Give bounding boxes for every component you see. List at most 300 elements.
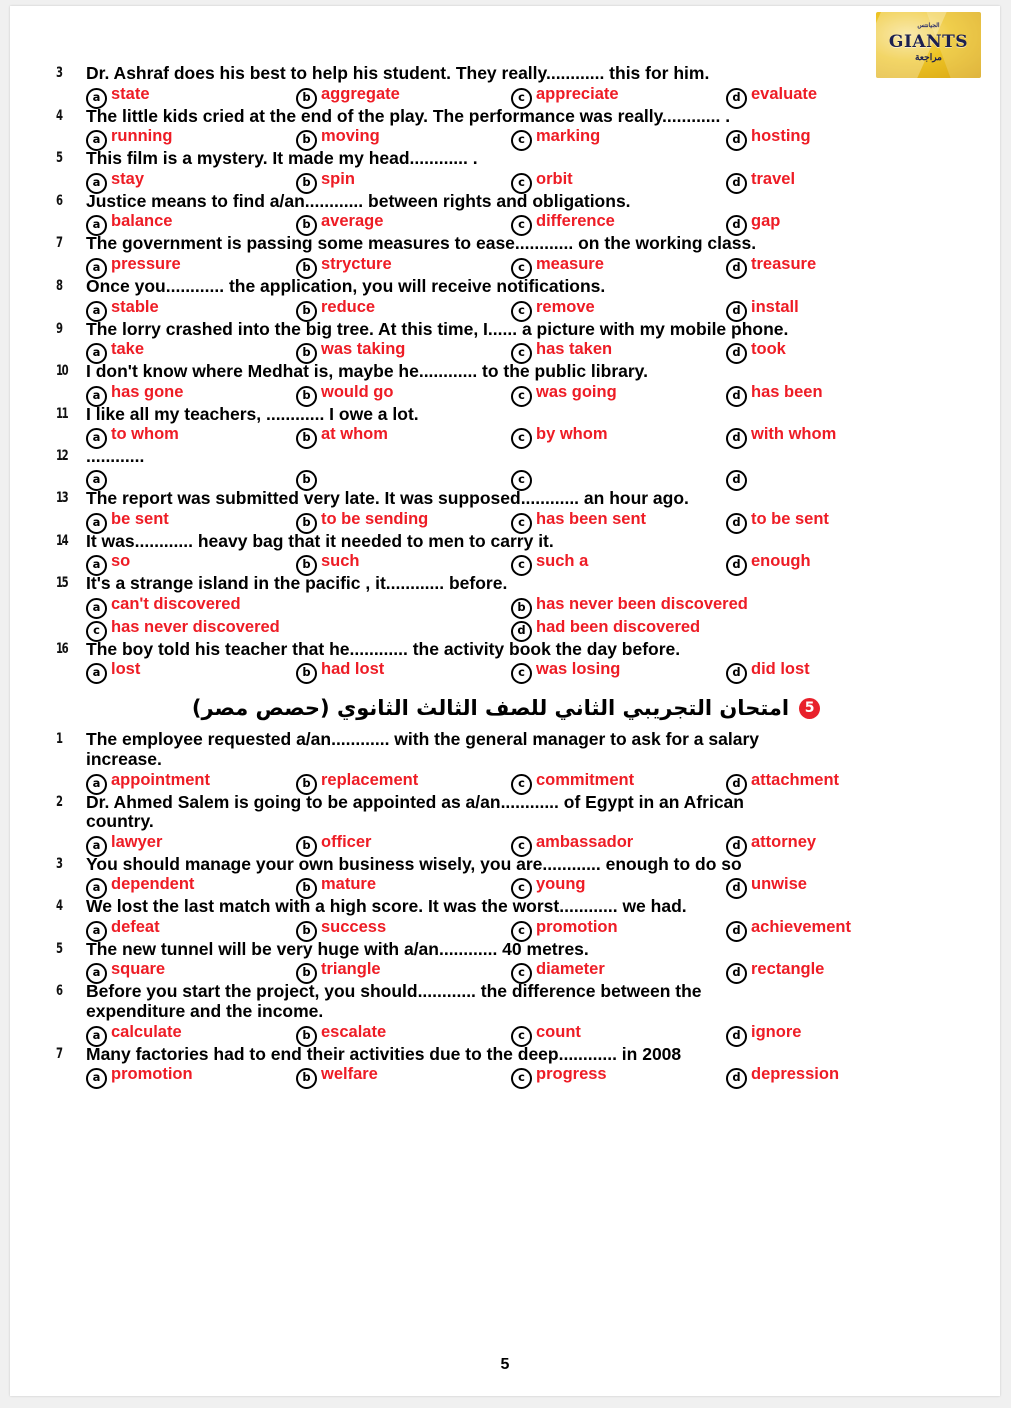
option-label: commitment [536,770,635,789]
question-line [56,362,956,382]
answer-option[interactable] [726,771,956,793]
option-label: moving [321,127,380,146]
option-marker-icon: d [726,774,747,795]
question-number: 11 [56,405,68,422]
question-line [56,489,956,509]
option-label: enough [751,552,811,571]
question-text: Justice means to find a/an............ between rights and obligations. [86,190,631,211]
question-block [56,234,956,277]
answer-option[interactable] [726,212,956,234]
option-marker-icon: d [726,513,747,534]
question-line [56,855,956,875]
option-label: orbit [536,169,573,188]
answer-option[interactable] [86,1023,296,1045]
option-row [56,771,956,793]
option-marker-icon: d [726,1068,747,1089]
option-row [56,595,956,617]
answer-option[interactable] [726,383,956,405]
option-label: attorney [751,832,817,851]
option-marker-icon: a [86,258,107,279]
option-row [56,170,956,192]
answer-option[interactable] [86,771,296,793]
answer-option[interactable] [726,340,956,362]
option-row [56,1023,956,1045]
option-label: by whom [536,425,608,444]
option-row [56,510,956,532]
question-text: Many factories had to end their activities due to the deep............ in 2008 [86,1043,682,1064]
answer-option[interactable] [296,875,511,897]
answer-option[interactable] [296,212,511,234]
answer-option[interactable] [511,425,726,447]
question-text: Dr. Ahmed Salem is going to be appointed as a/an............ of Egypt in an African [86,791,744,812]
option-label: aggregate [321,84,400,103]
answer-option[interactable] [511,127,726,149]
option-label: promotion [536,917,618,936]
option-marker-icon: a [86,428,107,449]
option-label: to be sent [751,509,829,528]
answer-option[interactable] [86,85,296,107]
answer-option[interactable] [726,468,956,489]
answer-option[interactable] [726,510,956,532]
option-label: running [111,127,173,146]
answer-option[interactable] [86,595,511,617]
answer-option[interactable] [296,127,511,149]
option-marker-icon: d [726,173,747,194]
option-marker-icon: b [296,215,317,236]
question-line [56,149,956,169]
option-marker-icon: d [726,878,747,899]
option-label: welfare [321,1065,378,1084]
exam-content [56,64,956,1087]
page-sheet [10,6,1000,1396]
question-text: I don't know where Medhat is, maybe he............ to the public library. [86,361,648,382]
option-marker-icon: a [86,878,107,899]
answer-option[interactable] [511,771,726,793]
option-label: balance [111,212,173,231]
answer-option[interactable] [511,212,726,234]
option-marker-icon: d [726,301,747,322]
option-row [56,960,956,982]
option-marker-icon: c [86,621,107,642]
question-section-one [56,64,956,682]
option-marker-icon: a [86,470,107,491]
answer-option[interactable] [511,660,726,682]
option-label: can't discovered [111,594,241,613]
question-number: 9 [56,320,62,337]
question-text: Dr. Ashraf does his best to help his student. They really............ this for him. [86,63,710,83]
question-number: 10 [56,363,68,380]
answer-option[interactable] [296,771,511,793]
answer-option[interactable] [296,85,511,107]
option-label: success [321,917,387,936]
option-row [56,552,956,574]
answer-option[interactable] [511,340,726,362]
option-marker-icon: c [511,470,532,491]
option-marker-icon: d [726,130,747,151]
answer-option[interactable] [511,1065,726,1087]
option-label: rectangle [751,960,825,979]
question-line [56,940,956,960]
answer-option[interactable] [86,255,296,277]
question-number: 5 [56,150,62,167]
option-row [56,468,956,489]
question-number: 4 [56,898,62,915]
answer-option[interactable] [511,85,726,107]
question-block [56,192,956,235]
option-marker-icon: d [726,555,747,576]
option-label: with whom [751,425,837,444]
option-label: hosting [751,127,811,146]
option-label: lawyer [111,832,163,851]
option-row [56,85,956,107]
option-marker-icon: b [296,774,317,795]
answer-option[interactable] [726,425,956,447]
option-label: had lost [321,660,385,679]
option-row [56,1065,956,1087]
answer-option[interactable] [511,510,726,532]
question-number: 16 [56,640,68,657]
question-line [56,234,956,254]
question-line [56,405,956,425]
option-label: depression [751,1065,840,1084]
option-label: has never discovered [111,617,280,636]
answer-option[interactable] [86,425,296,447]
answer-option[interactable] [726,875,956,897]
answer-option[interactable] [296,383,511,405]
option-row [56,383,956,405]
option-label: gap [751,212,781,231]
answer-option[interactable] [511,255,726,277]
option-row [56,918,956,940]
option-label: has been [751,382,823,401]
answer-option[interactable] [726,298,956,320]
question-text: We lost the last match with a high score. It was the worst............ we had. [86,896,687,917]
question-block [56,982,956,1044]
option-marker-icon: d [726,386,747,407]
option-row [56,298,956,320]
question-text: The boy told his teacher that he............ the activity book the day before. [86,638,681,659]
answer-option[interactable] [296,552,511,574]
answer-option[interactable] [296,660,511,682]
answer-option[interactable] [511,618,956,640]
option-marker-icon: a [86,555,107,576]
answer-option[interactable] [726,85,956,107]
option-row [56,425,956,447]
option-label: to be sending [321,509,429,528]
option-marker-icon: b [296,88,317,109]
option-label: strycture [321,254,392,273]
option-marker-icon: a [86,598,107,619]
question-block [56,64,956,107]
option-marker-icon: b [296,301,317,322]
option-marker-icon: b [296,1068,317,1089]
question-text-continuation: expenditure and the income. [86,1001,324,1022]
answer-option[interactable] [86,875,296,897]
option-marker-icon: a [86,1068,107,1089]
option-marker-icon: c [511,386,532,407]
option-label: so [111,552,131,571]
question-text: The report was submitted very late. It was supposed............ an hour ago. [86,487,689,508]
answer-option[interactable] [86,383,296,405]
option-marker-icon: a [86,921,107,942]
answer-option[interactable] [511,298,726,320]
option-row [56,340,956,362]
question-number: 14 [56,532,68,549]
question-number: 3 [56,65,62,81]
option-label: lost [111,660,141,679]
option-marker-icon: d [726,1026,747,1047]
question-number: 13 [56,489,68,506]
question-block [56,897,956,940]
question-section-two [56,730,956,1087]
question-line [56,277,956,297]
answer-option[interactable] [86,660,296,682]
question-text: It's a strange island in the pacific , it............ before. [86,573,508,594]
answer-option[interactable] [511,552,726,574]
option-marker-icon: d [726,88,747,109]
option-label: state [111,84,150,103]
option-marker-icon: b [296,836,317,857]
question-text: Once you............ the application, you will receive notifications. [86,275,606,296]
answer-option[interactable] [296,1023,511,1045]
question-block [56,855,956,898]
answer-option[interactable] [726,833,956,855]
option-label: such [321,552,360,571]
answer-option[interactable] [86,960,296,982]
answer-option[interactable] [296,298,511,320]
option-marker-icon: d [726,343,747,364]
question-block [56,730,956,792]
option-marker-icon: c [511,215,532,236]
option-marker-icon: b [296,173,317,194]
answer-option[interactable] [726,960,956,982]
answer-option[interactable] [86,468,296,489]
option-label: unwise [751,875,807,894]
option-marker-icon: a [86,386,107,407]
answer-option[interactable] [726,170,956,192]
answer-option[interactable] [296,960,511,982]
option-marker-icon: c [511,836,532,857]
option-row [56,127,956,149]
question-block [56,574,956,640]
option-row [56,660,956,682]
question-line [56,793,956,813]
option-marker-icon: c [511,513,532,534]
question-number: 6 [56,192,62,209]
question-number: 12 [56,448,68,465]
answer-option[interactable] [296,340,511,362]
option-marker-icon: c [511,1068,532,1089]
answer-option[interactable] [726,1023,956,1045]
question-text: You should manage your own business wisely, you are............ enough to do so [86,853,742,874]
answer-option[interactable] [86,1065,296,1087]
option-marker-icon: c [511,343,532,364]
question-number: 3 [56,855,62,872]
answer-option[interactable] [511,960,726,982]
answer-option[interactable] [296,833,511,855]
option-label: measure [536,254,604,273]
answer-option[interactable] [511,918,726,940]
answer-option[interactable] [511,595,956,617]
question-line [56,64,956,84]
answer-option[interactable] [86,552,296,574]
answer-option[interactable] [511,833,726,855]
question-number: 7 [56,235,62,252]
option-marker-icon: b [296,513,317,534]
answer-option[interactable] [296,170,511,192]
answer-option[interactable] [296,468,511,489]
answer-option[interactable] [296,255,511,277]
answer-option[interactable] [296,425,511,447]
option-label: progress [536,1065,607,1084]
answer-option[interactable] [511,170,726,192]
option-label: triangle [321,960,381,979]
question-block [56,405,956,448]
option-label: has never been discovered [536,594,748,613]
question-block [56,940,956,983]
option-label: was taking [321,340,406,359]
question-block [56,640,956,683]
exam-heading-number: 5 [799,698,820,719]
option-marker-icon: b [296,1026,317,1047]
question-text-continuation: country. [86,811,154,832]
option-label: average [321,212,384,231]
logo-sub-text: مراجعة [914,52,943,62]
question-line [56,1045,956,1065]
answer-option[interactable] [511,1023,726,1045]
option-label: pressure [111,254,181,273]
option-label: dependent [111,875,195,894]
answer-option[interactable] [86,127,296,149]
question-block [56,447,956,489]
answer-option[interactable] [86,212,296,234]
option-marker-icon: c [511,258,532,279]
question-number: 1 [56,731,62,748]
question-text: ............ [86,446,145,467]
option-label: replacement [321,770,419,789]
option-label: has taken [536,340,613,359]
option-label: ambassador [536,832,634,851]
option-marker-icon: d [726,921,747,942]
answer-option[interactable] [726,552,956,574]
option-label: did lost [751,660,810,679]
question-line [56,574,956,594]
option-label: treasure [751,254,817,273]
answer-option[interactable] [726,255,956,277]
answer-option[interactable] [726,660,956,682]
option-row [56,875,956,897]
option-label: difference [536,212,615,231]
question-number: 7 [56,1045,62,1062]
question-block [56,793,956,855]
option-marker-icon: c [511,130,532,151]
option-label: square [111,960,166,979]
option-marker-icon: a [86,173,107,194]
option-marker-icon: c [511,173,532,194]
answer-option[interactable] [511,875,726,897]
option-label: had been discovered [536,617,701,636]
question-text: The government is passing some measures to ease............ on the working class. [86,233,757,254]
option-label: would go [321,382,394,401]
option-marker-icon: b [296,921,317,942]
question-text: The little kids cried at the end of the play. The performance was really............ . [86,105,731,126]
question-text: I like all my teachers, ............ I owe a lot. [86,403,419,424]
option-label: reduce [321,297,376,316]
option-marker-icon: c [511,1026,532,1047]
answer-option[interactable] [86,340,296,362]
option-marker-icon: a [86,301,107,322]
option-marker-icon: b [296,470,317,491]
exam-heading-title: امتحان التجريبي الثاني للصف الثالث الثانوي (حصص مصر) [191,696,790,721]
question-block [56,362,956,405]
question-block [56,149,956,192]
option-label: remove [536,297,595,316]
answer-option[interactable] [86,618,511,640]
question-line [56,192,956,212]
option-label: stay [111,169,145,188]
option-marker-icon: d [726,963,747,984]
question-number: 4 [56,107,62,124]
answer-option[interactable] [511,383,726,405]
answer-option[interactable] [726,918,956,940]
option-marker-icon: c [511,88,532,109]
answer-option[interactable] [86,918,296,940]
option-marker-icon: c [511,663,532,684]
answer-option[interactable] [726,127,956,149]
answer-option[interactable] [86,833,296,855]
answer-option[interactable] [511,468,726,489]
option-label: officer [321,832,372,851]
option-marker-icon: b [296,663,317,684]
answer-option[interactable] [296,1065,511,1087]
option-marker-icon: b [511,598,532,619]
question-line [56,447,956,467]
option-marker-icon: c [511,921,532,942]
option-label: was going [536,382,617,401]
question-line [56,982,956,1002]
option-marker-icon: a [86,836,107,857]
question-number: 6 [56,983,62,1000]
answer-option[interactable] [86,298,296,320]
question-number: 2 [56,793,62,810]
question-text: The new tunnel will be very huge with a/an............ 40 metres. [86,938,589,959]
answer-option[interactable] [296,510,511,532]
answer-option[interactable] [86,510,296,532]
question-text: The employee requested a/an............ with the general manager to ask for a salary [86,729,760,750]
answer-option[interactable] [726,1065,956,1087]
question-line [56,532,956,552]
answer-option[interactable] [86,170,296,192]
option-label: escalate [321,1022,387,1041]
option-label: diameter [536,960,605,979]
question-block [56,107,956,150]
option-marker-icon: a [86,1026,107,1047]
option-label: took [751,340,786,359]
option-label: defeat [111,917,160,936]
logo-top-text: الجيانتس [917,23,940,29]
question-number: 8 [56,277,62,294]
option-marker-icon: d [726,470,747,491]
option-label: young [536,875,586,894]
answer-option[interactable] [296,918,511,940]
question-block [56,532,956,575]
option-marker-icon: b [296,130,317,151]
option-marker-icon: b [296,555,317,576]
option-label: take [111,340,145,359]
question-block [56,1045,956,1088]
option-label: has gone [111,382,184,401]
option-marker-icon: b [296,878,317,899]
